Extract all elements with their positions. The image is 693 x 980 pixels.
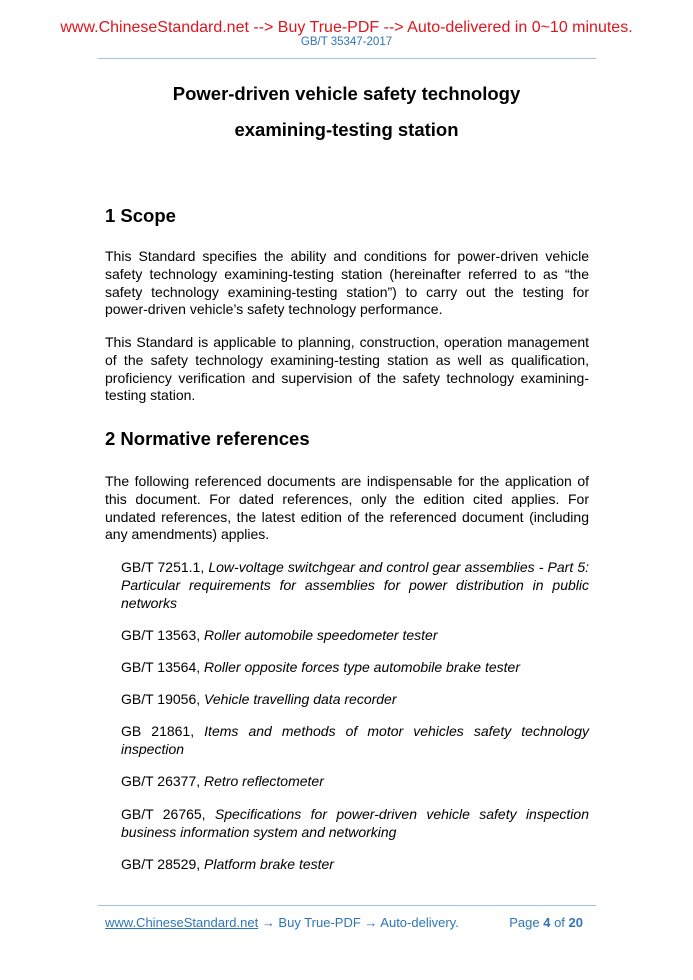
section-heading-normative-references: 2 Normative references	[105, 428, 310, 449]
ref-title: Platform brake tester	[204, 856, 334, 872]
ref-code: GB/T 28529,	[121, 856, 201, 872]
ref-title: Roller automobile speedometer tester	[204, 627, 438, 643]
ref-title: Vehicle travelling data recorder	[204, 691, 397, 707]
footer-link[interactable]: www.ChineseStandard.net	[105, 915, 259, 930]
reference-item	[121, 723, 589, 759]
reference-item	[121, 691, 589, 709]
header-rule	[98, 58, 596, 59]
ref-code: GB/T 13564,	[121, 659, 201, 675]
standard-number: GB/T 35347-2017	[300, 36, 393, 48]
doc-title-line2: examining-testing station	[234, 119, 459, 140]
ref-title: Retro reflectometer	[204, 773, 324, 789]
ref-title: Low-voltage switchgear and control gear assemblies - Part 5: Particular requirements for assemblies for power distribution in public networks	[121, 559, 590, 611]
ref-code: GB/T 26765,	[121, 806, 206, 822]
current-page: 4	[543, 915, 551, 930]
footer-text: → Buy True-PDF → Auto-delivery.	[258, 915, 459, 930]
page-indicator	[509, 915, 583, 930]
ref-code: GB/T 13563,	[121, 627, 201, 643]
ref-title: Items and methods of motor vehicles safety technology inspection	[121, 723, 589, 757]
ref-code: GB/T 7251.1,	[121, 559, 205, 575]
doc-title-line1: Power-driven vehicle safety technology	[172, 83, 521, 104]
total-pages: 20	[568, 915, 583, 930]
footer-rule	[98, 905, 596, 906]
section-heading-scope: 1 Scope	[105, 205, 176, 226]
reference-item	[121, 856, 589, 874]
paragraph: This Standard is applicable to planning, construction, operation management of the safety technology examining-testing station as well as qualification, proficiency verification and supervision of the safety technology examining-testing station.	[105, 334, 589, 404]
ref-code: GB 21861,	[121, 723, 195, 739]
paragraph: This Standard specifies the ability and conditions for power-driven vehicle safety technology examining-testing station (hereinafter referred to as “the safety technology examining-testing station”) to carry out the testing for power-driven vehicle’s safety technology performance.	[105, 248, 589, 318]
reference-item	[121, 559, 589, 612]
reference-item	[121, 806, 589, 842]
ref-code: GB/T 19056,	[121, 691, 201, 707]
reference-item	[121, 627, 589, 645]
of-label: of	[554, 915, 565, 930]
ref-title: Specifications for power-driven vehicle safety inspection business information system and networking	[121, 806, 589, 840]
reference-item	[121, 773, 589, 791]
footer	[105, 915, 589, 930]
ref-title: Roller opposite forces type automobile brake tester	[204, 659, 520, 675]
promo-banner[interactable]: www.ChineseStandard.net --> Buy True-PDF --> Auto-delivered in 0~10 minutes.	[60, 19, 633, 36]
paragraph: The following referenced documents are indispensable for the application of this document. For dated references, only the edition cited applies. For undated references, the latest edition of the referenced document (including any amendments) applies.	[105, 473, 589, 543]
page-label: Page	[509, 915, 540, 930]
reference-item	[121, 659, 589, 677]
ref-code: GB/T 26377,	[121, 773, 201, 789]
